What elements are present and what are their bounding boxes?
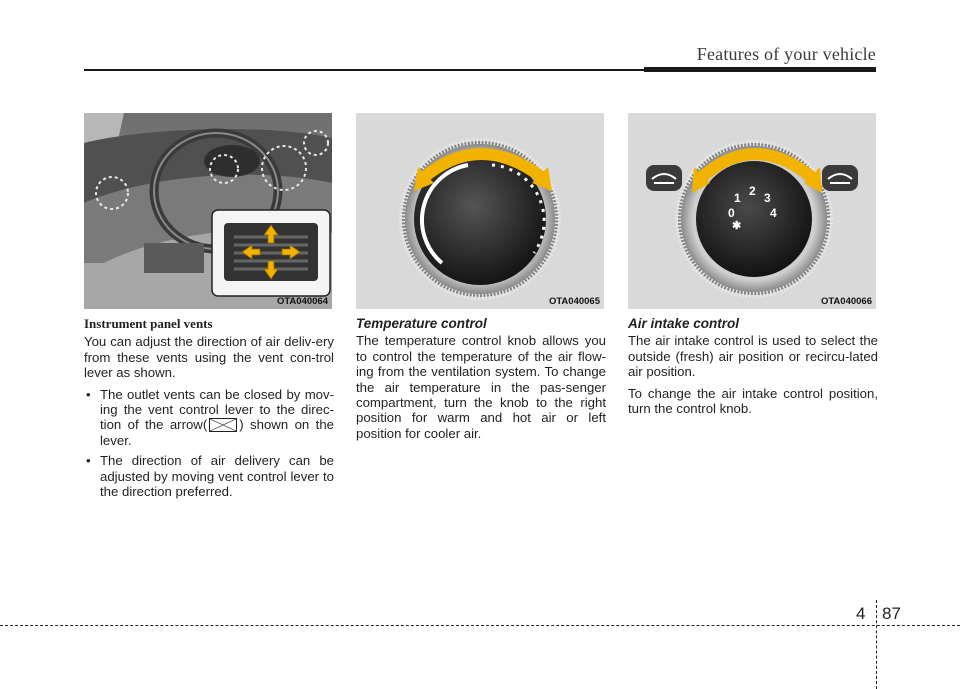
- page-number: 87: [882, 604, 901, 623]
- paragraph: The temperature control knob allows you to control the temperature of the air flow-ing from the ventilation system. To change the air temperature in the pas-senger compartment, turn the knob to the right position for warm and hot air or left position for cooler air.: [356, 333, 606, 441]
- header-rule-accent: [644, 67, 876, 72]
- figure-instrument-panel: [84, 113, 332, 309]
- arrow-symbol-icon: [209, 418, 237, 432]
- dial-number-1: 1: [734, 191, 741, 205]
- section-title: Features of your vehicle: [696, 44, 876, 64]
- footer-rule: [0, 625, 960, 626]
- figure-code: OTA040064: [276, 296, 328, 307]
- bullet-item: • The direction of air delivery can be adjusted by moving vent control lever to the direction preferred.: [84, 453, 334, 499]
- footer-divider: [876, 600, 877, 689]
- fan-icon: ✱: [732, 220, 742, 232]
- bullet-text: ) shown on the lever.: [100, 417, 334, 448]
- header-rule: [84, 69, 644, 71]
- figure-code: OTA040065: [548, 296, 600, 307]
- section-heading: Air intake control: [628, 316, 740, 331]
- dial-number-3: 3: [764, 191, 771, 205]
- figure-air-intake-knob: [628, 113, 876, 309]
- dial-number-0: 0: [728, 206, 735, 220]
- bullet-text: The outlet vents can be closed by mov-ing the vent control lever to the direc-tion of the arrow(: [100, 386, 334, 433]
- fresh-air-icon: [646, 165, 682, 191]
- section-heading: Instrument panel vents: [84, 316, 213, 331]
- bullet-item: [84, 387, 334, 449]
- paragraph: You can adjust the direction of air deliv-ery from these vents using the vent con-trol lever as shown.: [84, 334, 334, 381]
- column-temperature-control: [356, 316, 606, 447]
- paragraph: The air intake control is used to select the outside (fresh) air position or recircu-lated air position.: [628, 333, 878, 380]
- dial-number-2: 2: [749, 184, 756, 198]
- chapter-number: 4: [856, 604, 866, 623]
- figure-code: OTA040066: [820, 296, 872, 307]
- temperature-knob-illustration: [356, 113, 604, 309]
- dial-number-4: 4: [770, 206, 777, 220]
- column-air-intake-control: [628, 316, 878, 422]
- recirculate-air-icon: [822, 165, 858, 191]
- dashboard-illustration: [84, 113, 332, 309]
- column-instrument-panel-vents: [84, 316, 334, 505]
- air-intake-knob-illustration: [628, 113, 876, 309]
- figure-temperature-knob: [356, 113, 604, 309]
- paragraph: To change the air intake control position, turn the control knob.: [628, 385, 878, 417]
- section-heading: Temperature control: [356, 316, 487, 331]
